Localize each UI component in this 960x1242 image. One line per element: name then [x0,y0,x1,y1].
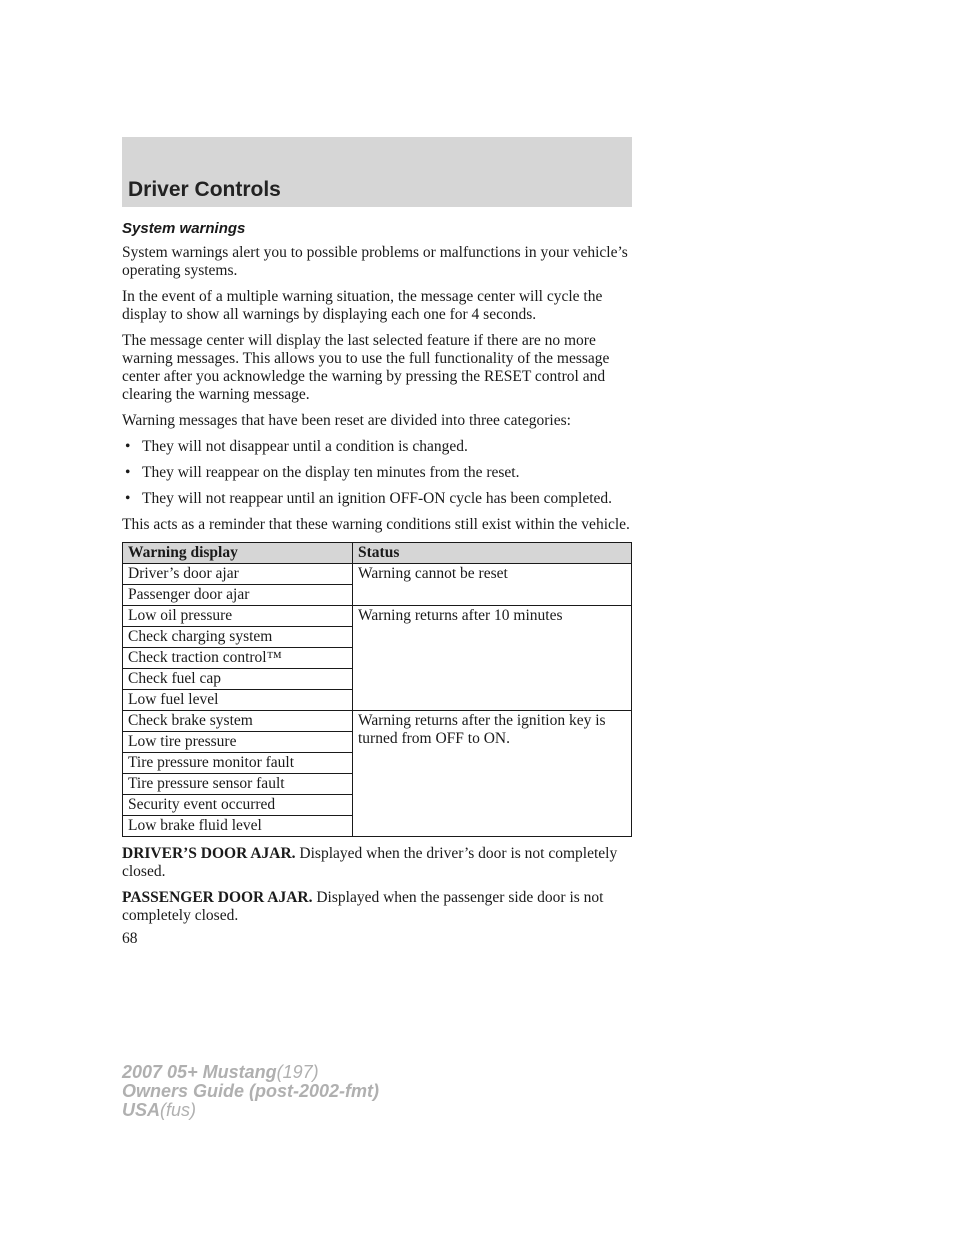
warning-cell: Low fuel level [123,690,353,711]
paragraph: This acts as a reminder that these warning conditions still exist within the vehicle. [122,516,630,533]
warning-cell: Passenger door ajar [123,585,353,606]
warning-table [122,542,632,837]
paragraph: System warnings alert you to possible problems or malfunctions in your vehicle’s operating systems. [122,244,628,279]
warning-cell: Security event occurred [123,795,353,816]
footer-line [122,1101,379,1120]
warning-cell: Low tire pressure [123,732,353,753]
section-heading: System warnings [122,220,246,237]
paragraph: In the event of a multiple warning situation, the message center will cycle the display to show all warnings by displaying each one for 4 seconds. [122,288,603,323]
definition-text: Displayed when the passenger side door is not completely closed. [122,889,604,924]
main-content [122,220,632,933]
category-list [122,438,632,508]
warning-cell: Low brake fluid level [123,816,353,837]
footer-line [122,1082,379,1101]
warning-cell: Check brake system [123,711,353,732]
status-cell: Warning returns after the ignition key is turned from OFF to ON. [353,711,632,837]
table-header-row [123,543,632,564]
footer-line [122,1063,379,1082]
warning-cell: Driver’s door ajar [123,564,353,585]
definition-passenger-door [122,889,632,925]
warning-cell: Check traction control™ [123,648,353,669]
warning-cell: Tire pressure sensor fault [123,774,353,795]
list-item: • They will not reappear until an ignition OFF-ON cycle has been completed. [122,490,632,508]
footer-code: (197) [276,1062,319,1082]
warning-cell: Check charging system [123,627,353,648]
warning-cell: Low oil pressure [123,606,353,627]
list-item: • They will reappear on the display ten minutes from the reset. [122,464,632,482]
footer-model: 2007 05+ Mustang [122,1062,277,1082]
page-number: 68 [122,930,138,947]
table-row [123,564,632,585]
list-item: • They will not disappear until a condition is changed. [122,438,632,456]
table-row [123,606,632,627]
status-cell: Warning returns after 10 minutes [353,606,632,711]
footer-market: USA [122,1100,161,1120]
definition-driver-door [122,845,632,881]
document-footer [122,1063,379,1120]
definition-term: DRIVER’S DOOR AJAR. [122,845,296,862]
table-row [123,711,632,732]
warning-cell: Tire pressure monitor fault [123,753,353,774]
definition-text: Displayed when the driver’s door is not completely closed. [122,845,618,880]
column-header-status: Status [353,543,632,564]
column-header-warning: Warning display [123,543,353,564]
footer-market-code: (fus) [160,1100,197,1120]
page-title: Driver Controls [128,178,281,201]
footer-guide: Owners Guide (post-2002-fmt) [122,1081,380,1101]
definition-term: PASSENGER DOOR AJAR. [122,889,313,906]
paragraph: Warning messages that have been reset are divided into three categories: [122,412,571,429]
warning-cell: Check fuel cap [123,669,353,690]
status-cell: Warning cannot be reset [353,564,632,606]
paragraph: The message center will display the last selected feature if there are no more warning messages. This allows you to use the full functionality of the message center after you acknowledge the warning by pressing the RESET control and clearing the warning message. [122,332,610,403]
